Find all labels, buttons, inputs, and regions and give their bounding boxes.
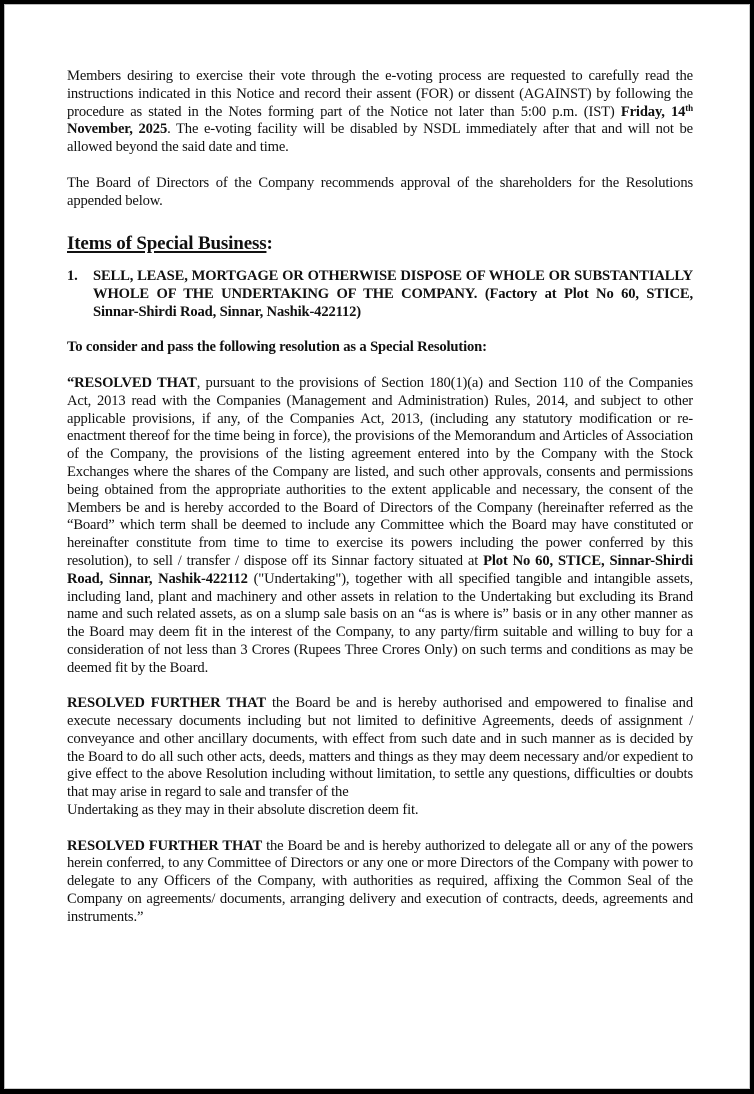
intro-text: Members desiring to exercise their vote through the e-voting process are requested to carefully read the instructions indicated in this Notice and record their assent (FOR) or dissent (AGAINST) by following the procedure as stated in the Notes forming part of the Notice not later than 5:00 p.m. (IST) — [67, 68, 693, 120]
deadline-month-year: November, 2025 — [67, 121, 168, 138]
deadline-day: Friday, 14 — [620, 103, 686, 120]
resolution-lead: RESOLVED FURTHER THAT — [67, 695, 266, 712]
resolution-lead: RESOLVED FURTHER THAT — [67, 837, 263, 854]
intro-text-continued: . The e-voting facility will be disabled by NSDL immediately after that and will not be allowed beyond the said date and time. — [67, 121, 693, 156]
document-content — [67, 68, 693, 927]
resolution-text: , pursuant to the provisions of Section 180(1)(a) and Section 110 of the Companies Act, 2013 read with the Companies (Management and Administration) Rules, 2014, and subject to other applicable provisions, if any, of the Companies Act, 2013, (including any statutory modification or re-enactment thereof for the time being in force), the provisions of the Memorandum and Articles of Association of the Company, the provisions of the listing agreement entered into by the Company with the Stock Exchanges where the shares of the Company are listed, and such other approvals, consents and permissions being obtained from the appropriate authorities to the extent applicable and necessary, the consent of the Members be and is hereby accorded to the Board of Directors of the Company (hereinafter referred as the “Board” which term shall be deemed to include any Committee which the Board may have constituted or hereinafter constitute from time to time to exercise its powers including the power conferred by this resolution), to sell / transfer / dispose off its Sinnar factory situated at — [67, 374, 693, 569]
section-heading — [67, 232, 693, 256]
document-page — [4, 4, 750, 1089]
resolution-paragraph-2-continued: Undertaking as they may in their absolute discretion deem fit. — [67, 802, 419, 819]
resolution-text: the Board be and is hereby authorized to delegate all or any of the powers herein conferred, to any Committee of Directors or any one or more Directors of the Company with power to delegate to any Officers of the Company, with authorities as required, affixing the Common Seal of the Company on agreements/ documents, arranging delivery and execution of contracts, deeds, agreements and instruments.” — [67, 837, 693, 925]
ordinal-suffix: th — [685, 102, 693, 113]
resolution-paragraph-2 — [67, 695, 693, 802]
resolution-paragraph-3 — [67, 838, 693, 927]
e-voting-instructions-paragraph — [67, 68, 693, 157]
special-business-item — [67, 268, 693, 321]
resolution-text-continued: ("Undertaking"), together with all specified tangible and intangible assets, including land, plant and machinery and other assets in relation to the Undertaking but excluding its Brand name and such related assets, as on a slump sale basis on an “as is where is” basis or in any other manner as the Board may deem fit in the interest of the Company, to any party/firm suitable and willing to buy for a consideration of not less than 3 Crores (Rupees Three Crores Only) on such terms and conditions as may be deemed fit by the Board. — [67, 570, 693, 676]
factory-address: Plot No 60, STICE, Sinnar-Shirdi Road, Sinnar, Nashik-422112 — [67, 552, 693, 587]
resolution-text: the Board be and is hereby authorised and empowered to finalise and execute necessary documents including but not limited to definitive Agreements, deeds of assignment / conveyance and other ancillary documents, with effect from such date and in such manner as is decided by the Board to do all such other acts, deeds, matters and things as they may deem necessary and/or expedient to give effect to the above Resolution including without limitation, to settle any questions, difficulties or doubts that may arise in regard to sale and transfer of the — [67, 695, 693, 801]
section-heading-colon: : — [266, 233, 273, 255]
resolution-intro — [67, 339, 693, 357]
board-recommendation-paragraph: The Board of Directors of the Company recommends approval of the shareholders for the Resolutions appended below. — [67, 174, 693, 209]
resolution-paragraph-1 — [67, 375, 693, 678]
item-number: 1. — [67, 268, 78, 285]
section-heading-title: Items of Special Business — [67, 233, 267, 255]
resolution-lead: “RESOLVED THAT — [67, 374, 197, 391]
resolution-intro-text: To consider and pass the following resolution as a Special Resolution: — [67, 339, 487, 356]
item-title: SELL, LEASE, MORTGAGE OR OTHERWISE DISPOSE OF WHOLE OR SUBSTANTIALLY WHOLE OF THE UNDERTAKING OF THE COMPANY. (Factory at Plot No 60, STICE, Sinnar-Shirdi Road, Sinnar, Nashik-422112) — [93, 268, 693, 320]
